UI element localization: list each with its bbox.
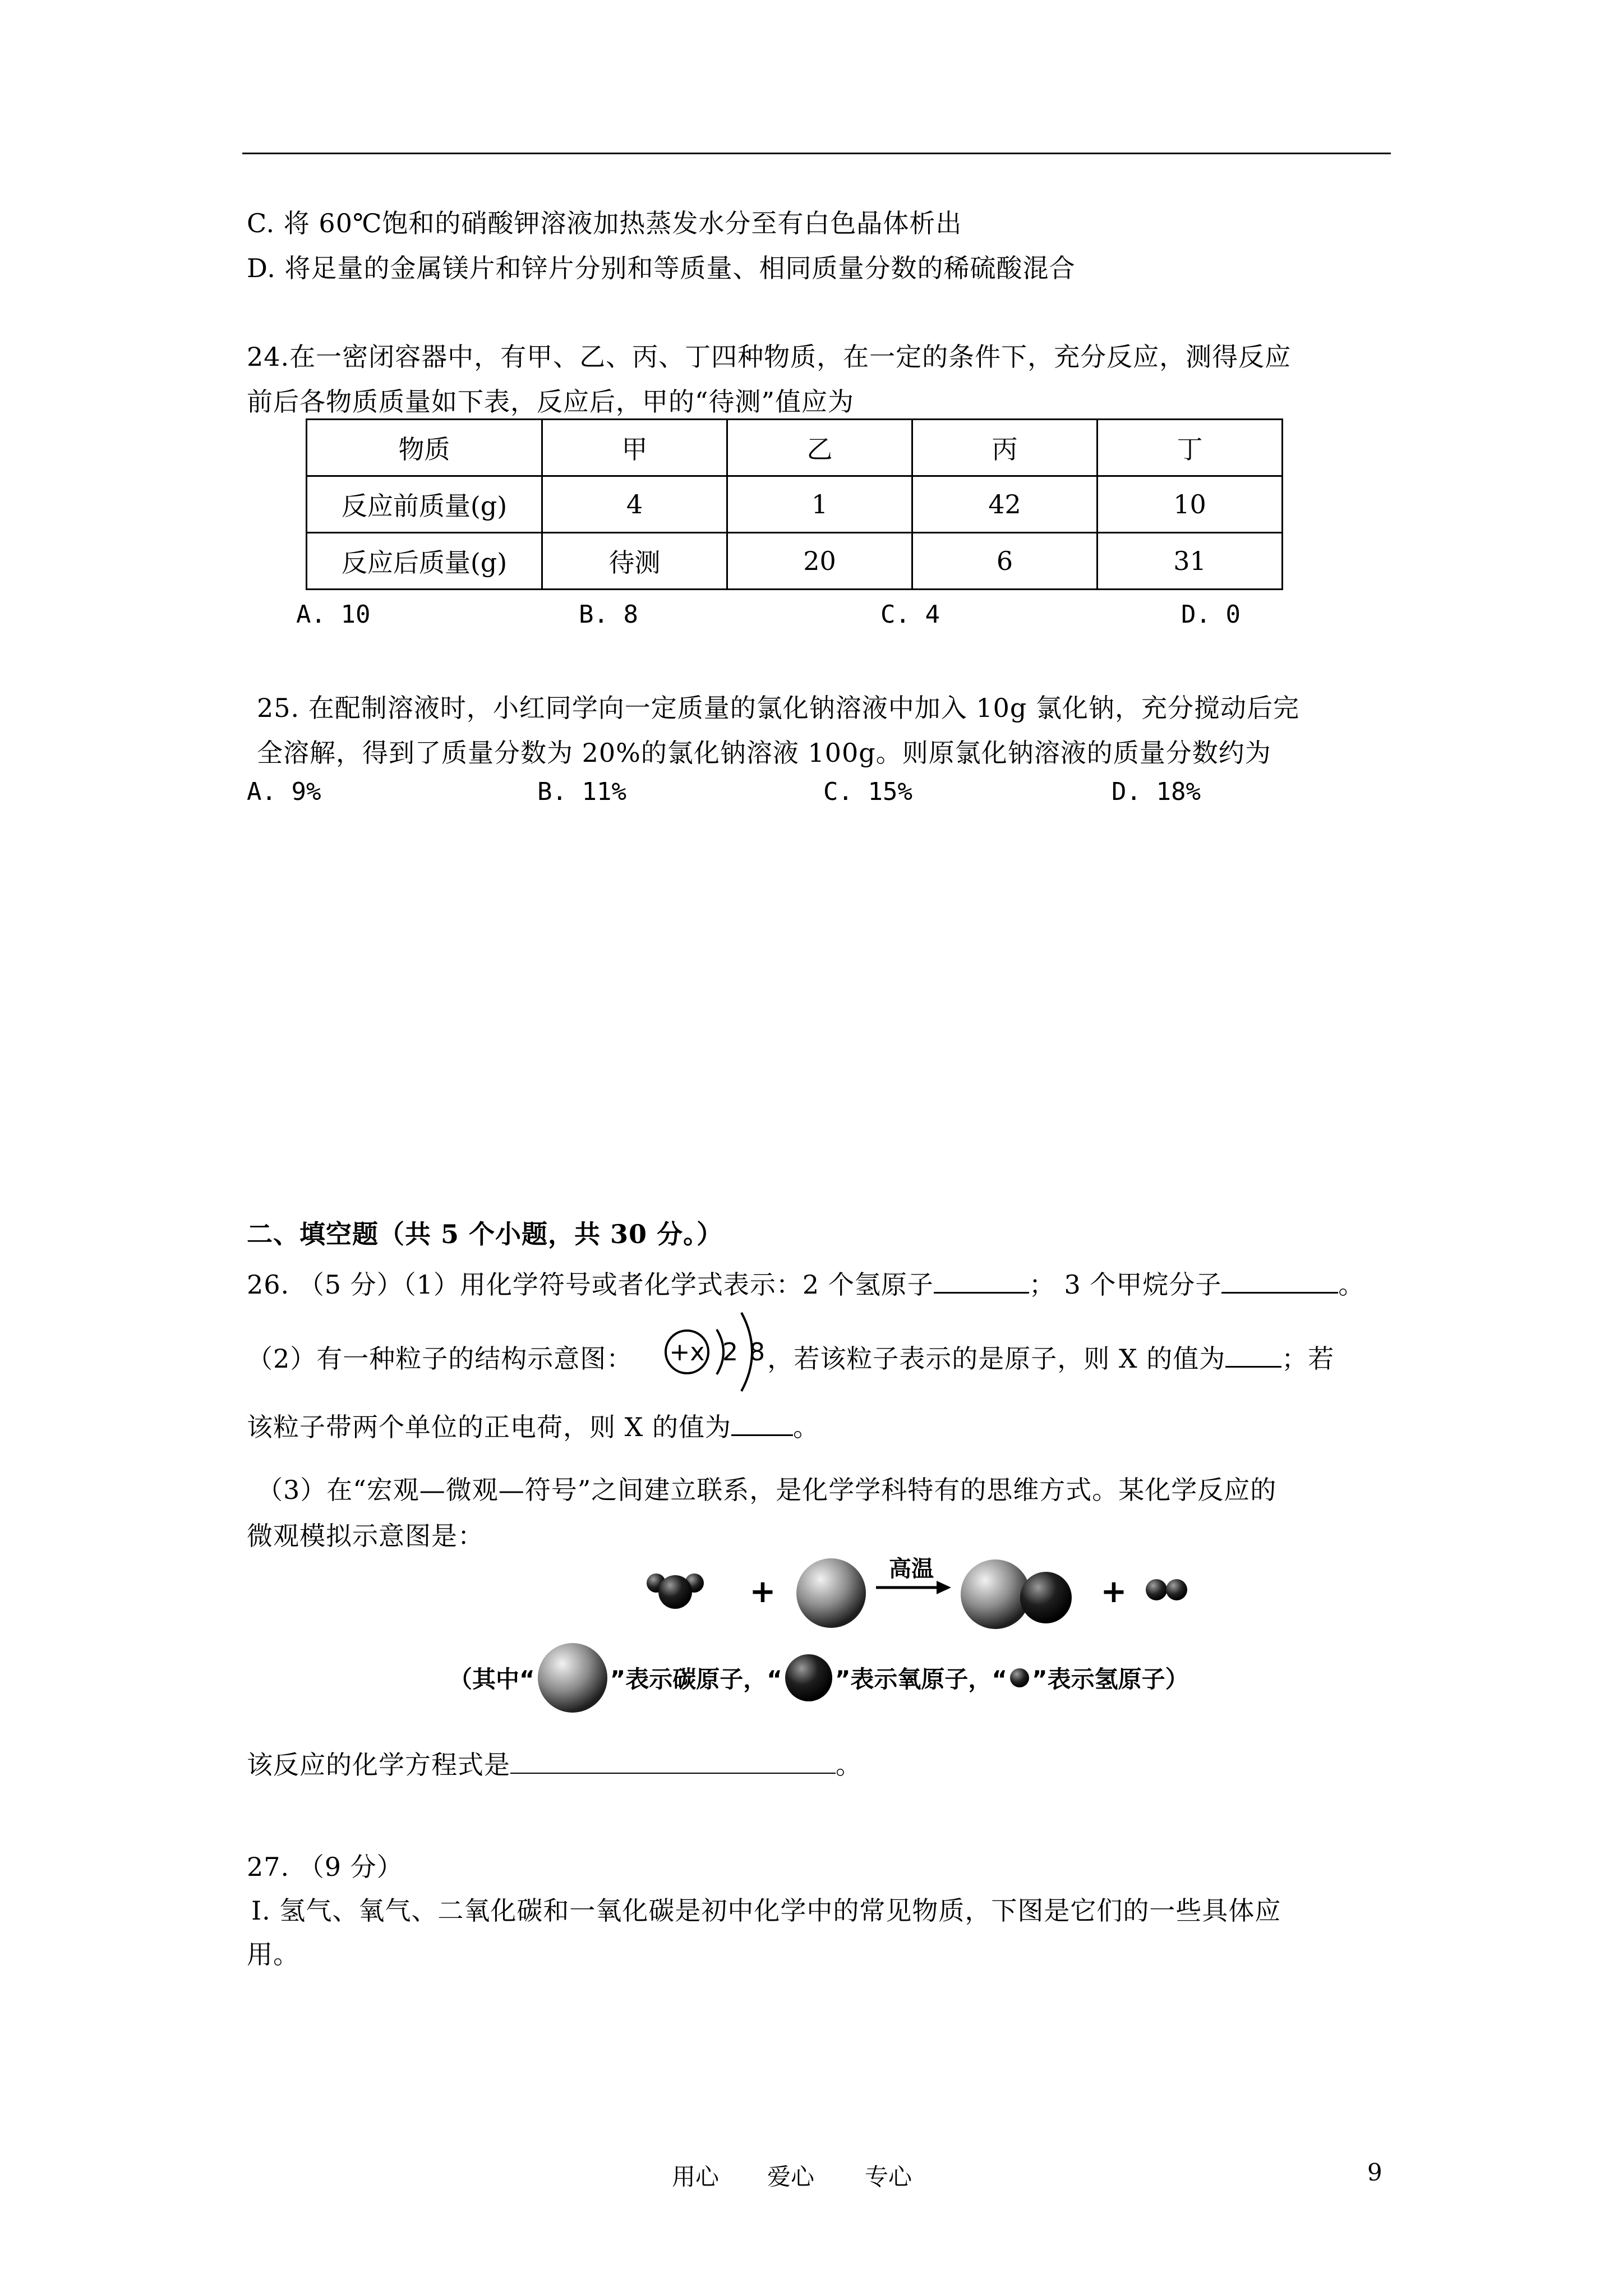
q24-line1: 24.在一密闭容器中，有甲、乙、丙、丁四种物质，在一定的条件下，充分反应，测得反应 [247, 342, 1292, 372]
carbon-monoxide-molecule [961, 1559, 1072, 1629]
q24-line2: 前后各物质质量如下表，反应后，甲的“待测”值应为 [247, 386, 855, 417]
q25-option-d: D. 18% [1112, 777, 1201, 806]
table-cell: 10 [1098, 476, 1283, 533]
page-number: 9 [1367, 2159, 1382, 2186]
legend-text: ”表示氢原子） [1032, 1665, 1189, 1693]
table-cell: 31 [1098, 533, 1283, 590]
carbon-atom [796, 1558, 866, 1628]
table-cell: 物质 [307, 420, 542, 476]
q27-line1: Ⅰ. 氢气、氧气、二氧化碳和一氧化碳是初中化学中的常见物质，下图是它们的一些具体应 [251, 1895, 1281, 1926]
atom-structure-diagram [651, 1290, 780, 1408]
table-cell: 反应前质量(g) [307, 476, 542, 533]
answer-blank[interactable] [1221, 1269, 1338, 1294]
q26-part2-line2-text-b: 。 [793, 1412, 819, 1442]
shell2-electrons: 8 [749, 1338, 765, 1366]
q26-part3-line2: 微观模拟示意图是： [247, 1521, 484, 1551]
section-title: 二、填空题（共 5 个小题，共 30 分。） [247, 1219, 723, 1249]
table-cell: 待测 [542, 533, 727, 590]
q26-part1-text-c: 。 [1338, 1269, 1365, 1300]
table-cell: 丙 [912, 420, 1098, 476]
table-cell: 甲 [542, 420, 727, 476]
nucleus-label: +x [669, 1338, 705, 1366]
option-c: C. 将 60℃饱和的硝酸钾溶液加热蒸发水分至有白色晶体析出 [247, 208, 962, 238]
mass-table [306, 418, 1283, 590]
table-cell: 乙 [727, 420, 912, 476]
footer-word: 爱心 [767, 2163, 815, 2191]
table-cell: 20 [727, 533, 912, 590]
q25-option-a: A. 9% [247, 777, 321, 806]
q26-part2-line2-text-a: 该粒子带两个单位的正电荷，则 X 的值为 [247, 1412, 731, 1442]
option-d: D. 将足量的金属镁片和锌片分别和等质量、相同质量分数的稀硫酸混合 [247, 253, 1076, 283]
oxygen-legend-icon [783, 1653, 834, 1703]
q26-equation-text-b: 。 [836, 1750, 862, 1780]
footer-word: 用心 [672, 2163, 720, 2191]
reaction-legend [449, 1641, 1189, 1714]
plus-sign: + [1100, 1573, 1127, 1610]
legend-text: ”表示氧原子，“ [834, 1665, 1008, 1693]
q27-title: 27. （9 分） [247, 1852, 403, 1882]
table-header-row [307, 420, 1283, 476]
q24-option-b: B. 8 [579, 600, 638, 629]
q26-part2-line2 [247, 1407, 819, 1444]
q25-line1: 25. 在配制溶液时，小红同学向一定质量的氯化钠溶液中加入 10g 氯化钠，充分搅动后完 [257, 693, 1300, 723]
q26-part1-text-b: ； 3 个甲烷分子 [1029, 1269, 1222, 1300]
q27-line2: 用。 [247, 1939, 299, 1970]
answer-blank[interactable] [934, 1269, 1029, 1294]
table-cell: 4 [542, 476, 727, 533]
q25-line2: 全溶解，得到了质量分数为 20%的氯化钠溶液 100g。则原氯化钠溶液的质量分数约为 [257, 738, 1271, 768]
hydrogen-molecule [1146, 1579, 1187, 1600]
table-cell: 1 [727, 476, 912, 533]
legend-text: （其中“ [449, 1665, 535, 1693]
answer-blank[interactable] [731, 1412, 793, 1436]
q26-equation [247, 1745, 862, 1782]
q25-option-b: B. 11% [537, 777, 626, 806]
q26-part2-text-b: ，若该粒子表示的是原子，则 X 的值为 [767, 1343, 1226, 1374]
plus-sign: + [749, 1573, 776, 1610]
table-cell: 丁 [1098, 420, 1283, 476]
header-rule [242, 153, 1391, 154]
q24-option-c: C. 4 [880, 600, 940, 629]
reaction-diagram [634, 1548, 1234, 1638]
legend-text: ”表示碳原子，“ [610, 1665, 782, 1693]
table-row [307, 476, 1283, 533]
hydrogen-legend-icon [1008, 1667, 1031, 1689]
q24-option-d: D. 0 [1181, 600, 1241, 629]
q26-part2 [247, 1338, 1334, 1375]
water-molecule [647, 1573, 704, 1609]
q24-option-a: A. 10 [296, 600, 371, 629]
q26-part1-text-a: 26. （5 分）（1）用化学符号或者化学式表示：2 个氢原子 [247, 1269, 934, 1300]
table-cell: 6 [912, 533, 1098, 590]
reaction-condition: 高温 [889, 1556, 934, 1582]
shell1-electrons: 2 [722, 1338, 738, 1366]
q26-part3-line1: （3）在“宏观—微观—符号”之间建立联系，是化学学科特有的思维方式。某化学反应的 [257, 1475, 1277, 1505]
table-row [307, 533, 1283, 590]
q26-part1 [247, 1264, 1364, 1301]
table-cell: 42 [912, 476, 1098, 533]
q25-option-c: C. 15% [823, 777, 912, 806]
q26-part2-text-c: ；若 [1281, 1343, 1335, 1374]
footer-word: 专心 [865, 2163, 912, 2191]
q26-equation-text-a: 该反应的化学方程式是 [247, 1750, 510, 1780]
reaction-arrowhead [937, 1581, 951, 1594]
carbon-legend-icon [536, 1641, 609, 1714]
table-cell: 反应后质量(g) [307, 533, 542, 590]
answer-blank[interactable] [1225, 1343, 1281, 1368]
q26-part2-text-a: （2）有一种粒子的结构示意图： [247, 1343, 633, 1374]
answer-blank[interactable] [510, 1750, 836, 1774]
